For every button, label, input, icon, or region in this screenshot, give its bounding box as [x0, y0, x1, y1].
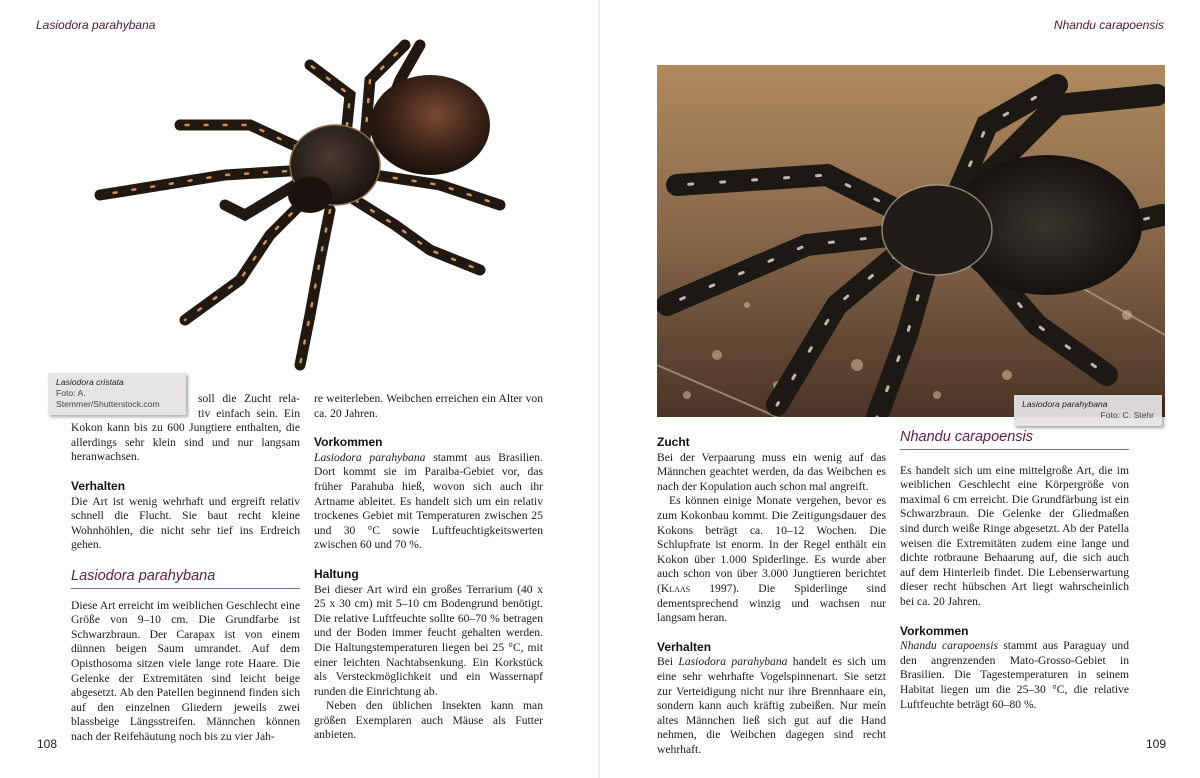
verhalten-text: handelt es sich um eine sehr wehrhafte Vogelspinnenart. Sie setzt zur Verteidigung nicht nur ihre Brennhaare ein, sondern kann auch kräftig zubeißen. Nur meín altes Männchen ließ sich gut auf die Hand nehmen, die Weibchen dagegen sind recht wehrhaft. — [657, 655, 886, 756]
vorkommen-text-right: stammt aus Paraguay und den angrenzenden Mato-Grosso-Gebiet in Brasilien. Die Tagestemperaturen in seinem Habitat liegen um die 25–30 °C, die relative Luftfeuchte beträgt 60–80 %. — [900, 639, 1129, 711]
page-number-left: 108 — [37, 737, 58, 751]
citation-author: Klaas — [660, 581, 691, 595]
intro-line-2: tiv einfach sein. Ein — [198, 406, 300, 420]
zucht-text-b: 1997). Die Spiderlinge sind dementsprechend winzig und wachsen nur langsam heran. — [657, 581, 886, 625]
intro-line-1: soll die Zucht rela- — [198, 392, 300, 405]
running-head-left: Lasiodora parahybana — [36, 18, 156, 32]
caption-credit: Foto: A. Stemmer/Shutterstock.com — [56, 388, 160, 409]
intro-paragraph: Kokon kann bis zu 600 Jungtiere enthalten, die allerdings sehr klein sind und nur langsam heranwachsen. — [71, 421, 300, 464]
paragraph-zucht-2 — [657, 494, 886, 625]
caption-credit: Foto: C. Stehr — [1100, 410, 1154, 420]
left-column-1 — [71, 392, 300, 744]
photo-caption-right — [1014, 395, 1162, 426]
caption-title: Lasiodora parahybana — [1022, 399, 1108, 409]
heading-verhalten: Verhalten — [71, 478, 126, 493]
paragraph-vorkommen — [314, 451, 543, 553]
paragraph-lifespan: re weiterleben. Weibchen erreichen ein Alter von ca. 20 Jahren. — [314, 392, 543, 420]
paragraph-haltung: Bei dieser Art wird ein großes Terrarium (40 x 25 x 30 cm) mit 5–10 cm Bodengrund benötigt. Die relative Luftfeuchte sollte 60–70 % betragen und der Boden immer feucht gehalten werden. Die Haltungstemperaturen liegen bei 25 °C, mit einer leichten Nachtabsenkung. Ein Korkstück als Versteckmöglichkeit und ein Wassernapf runden die Einrichtung ab. — [314, 582, 543, 698]
heading-verhalten-right: Verhalten — [657, 639, 712, 654]
species-name-inline: Nhandu carapoensis — [900, 639, 998, 653]
heading-vorkommen-right: Vorkommen — [900, 623, 969, 638]
page-number-right: 109 — [1146, 737, 1167, 751]
heading-vorkommen: Vorkommen — [314, 435, 383, 450]
heading-zucht: Zucht — [657, 435, 690, 449]
paragraph-haltung-futter: Neben den üblichen Insekten kann man größen Exemplaren auch Mäuse als Futter anbieten. — [314, 699, 543, 742]
right-column-1 — [657, 435, 886, 757]
paragraph-vorkommen-right — [900, 639, 1129, 712]
species-heading-nhandu: Nhandu carapoensis — [900, 430, 1129, 450]
left-column-2 — [314, 392, 543, 743]
right-column-2 — [900, 430, 1129, 712]
zucht-text-a: Es können einige Monate vergehen, bevor es zum Kokonbau kommt. Die Zeitigungsdauer des Kokons beträgt ca. 10–12 Wochen. Die Schlupfrate ist enorm. In der Regel enthält ein Kokon über 1.000 Spiderlinge. Es wurde aber auch schon von über 3.000 Jungtieren berichtet ( — [657, 494, 886, 595]
vorkommen-text: stammt aus Brasilien. Dort kommt sie im Paraiba-Gebiet vor, das früher Parahuba hieß, wovon sich auch ihr Artname ableitet. Es handelt sich um ein relativ trockenes Gebiet mit Temperaturen zwischen 25 und 30 °C sowie Luftfeuchtigkeitswerten zwischen 60 und 70 %. — [314, 450, 544, 552]
running-head-right: Nhandu carapoensis — [1053, 18, 1164, 32]
paragraph-verhalten: Die Art ist wenig wehrhaft und ergreift relativ schnell die Flucht. Sie baut recht kleine Wohnhöhlen, die nicht sehr tief ins Erdreich gehen. — [71, 494, 300, 552]
paragraph-species-description: Diese Art erreicht im weiblichen Geschlecht eine Größe von 9–10 cm. Die Grundfarbe ist Schwarzbraun. Der Carapax ist von einem dünnen beigen Saum umrandet. Auf dem Opisthosoma sitzen viele lange rote Haare. Die Gelenke der Extremitäten sind leicht beige abgesetzt. Ab den Patellen beginnend finden sich auf den einzelnen Gliedern jeweils zwei blassbeige Längsstreifen. Männchen können nach der Reifehäutung noch bis zu vier Jah- — [71, 598, 300, 743]
species-name-inline: Lasiodora parahybana — [678, 655, 788, 669]
heading-haltung: Haltung — [314, 566, 359, 581]
species-name-inline: Lasiodora parahybana — [314, 450, 426, 464]
paragraph-verhalten-right — [657, 655, 886, 757]
paragraph-zucht-1: Bei der Verpaarung muss ein wenig auf das Männchen geachtet werden, da das Weibchen es nach der Kopulation auch schon mal angreift. — [657, 450, 886, 493]
caption-title: Lasiodora cristata — [56, 377, 124, 387]
verhalten-prefix: Bei — [657, 655, 679, 669]
paragraph-nhandu-description: Es handelt sich um eine mittelgroße Art, die im weiblichen Geschlecht eine Körpergröße von maximal 6 cm erreicht. Die Grundfärbung ist ein Schwarzbraun. Die Gelenke der Gliedmaßen sind durch weiße Ringe abgesetzt. Ab der Patella weisen die Extremitäten zudem eine lange und dichte rotbraune Behaarung auf, die sich auch auf dem Hinterleib findet. Die Lebenserwartung dieser recht hübschen Art liegt wahrscheinlich bei ca. 20 Jahren. — [900, 463, 1129, 608]
tarantula-photo-white — [55, 25, 545, 380]
tarantula-photo-terrain — [657, 65, 1165, 417]
species-heading-lasiodora: Lasiodora parahybana — [71, 569, 300, 589]
